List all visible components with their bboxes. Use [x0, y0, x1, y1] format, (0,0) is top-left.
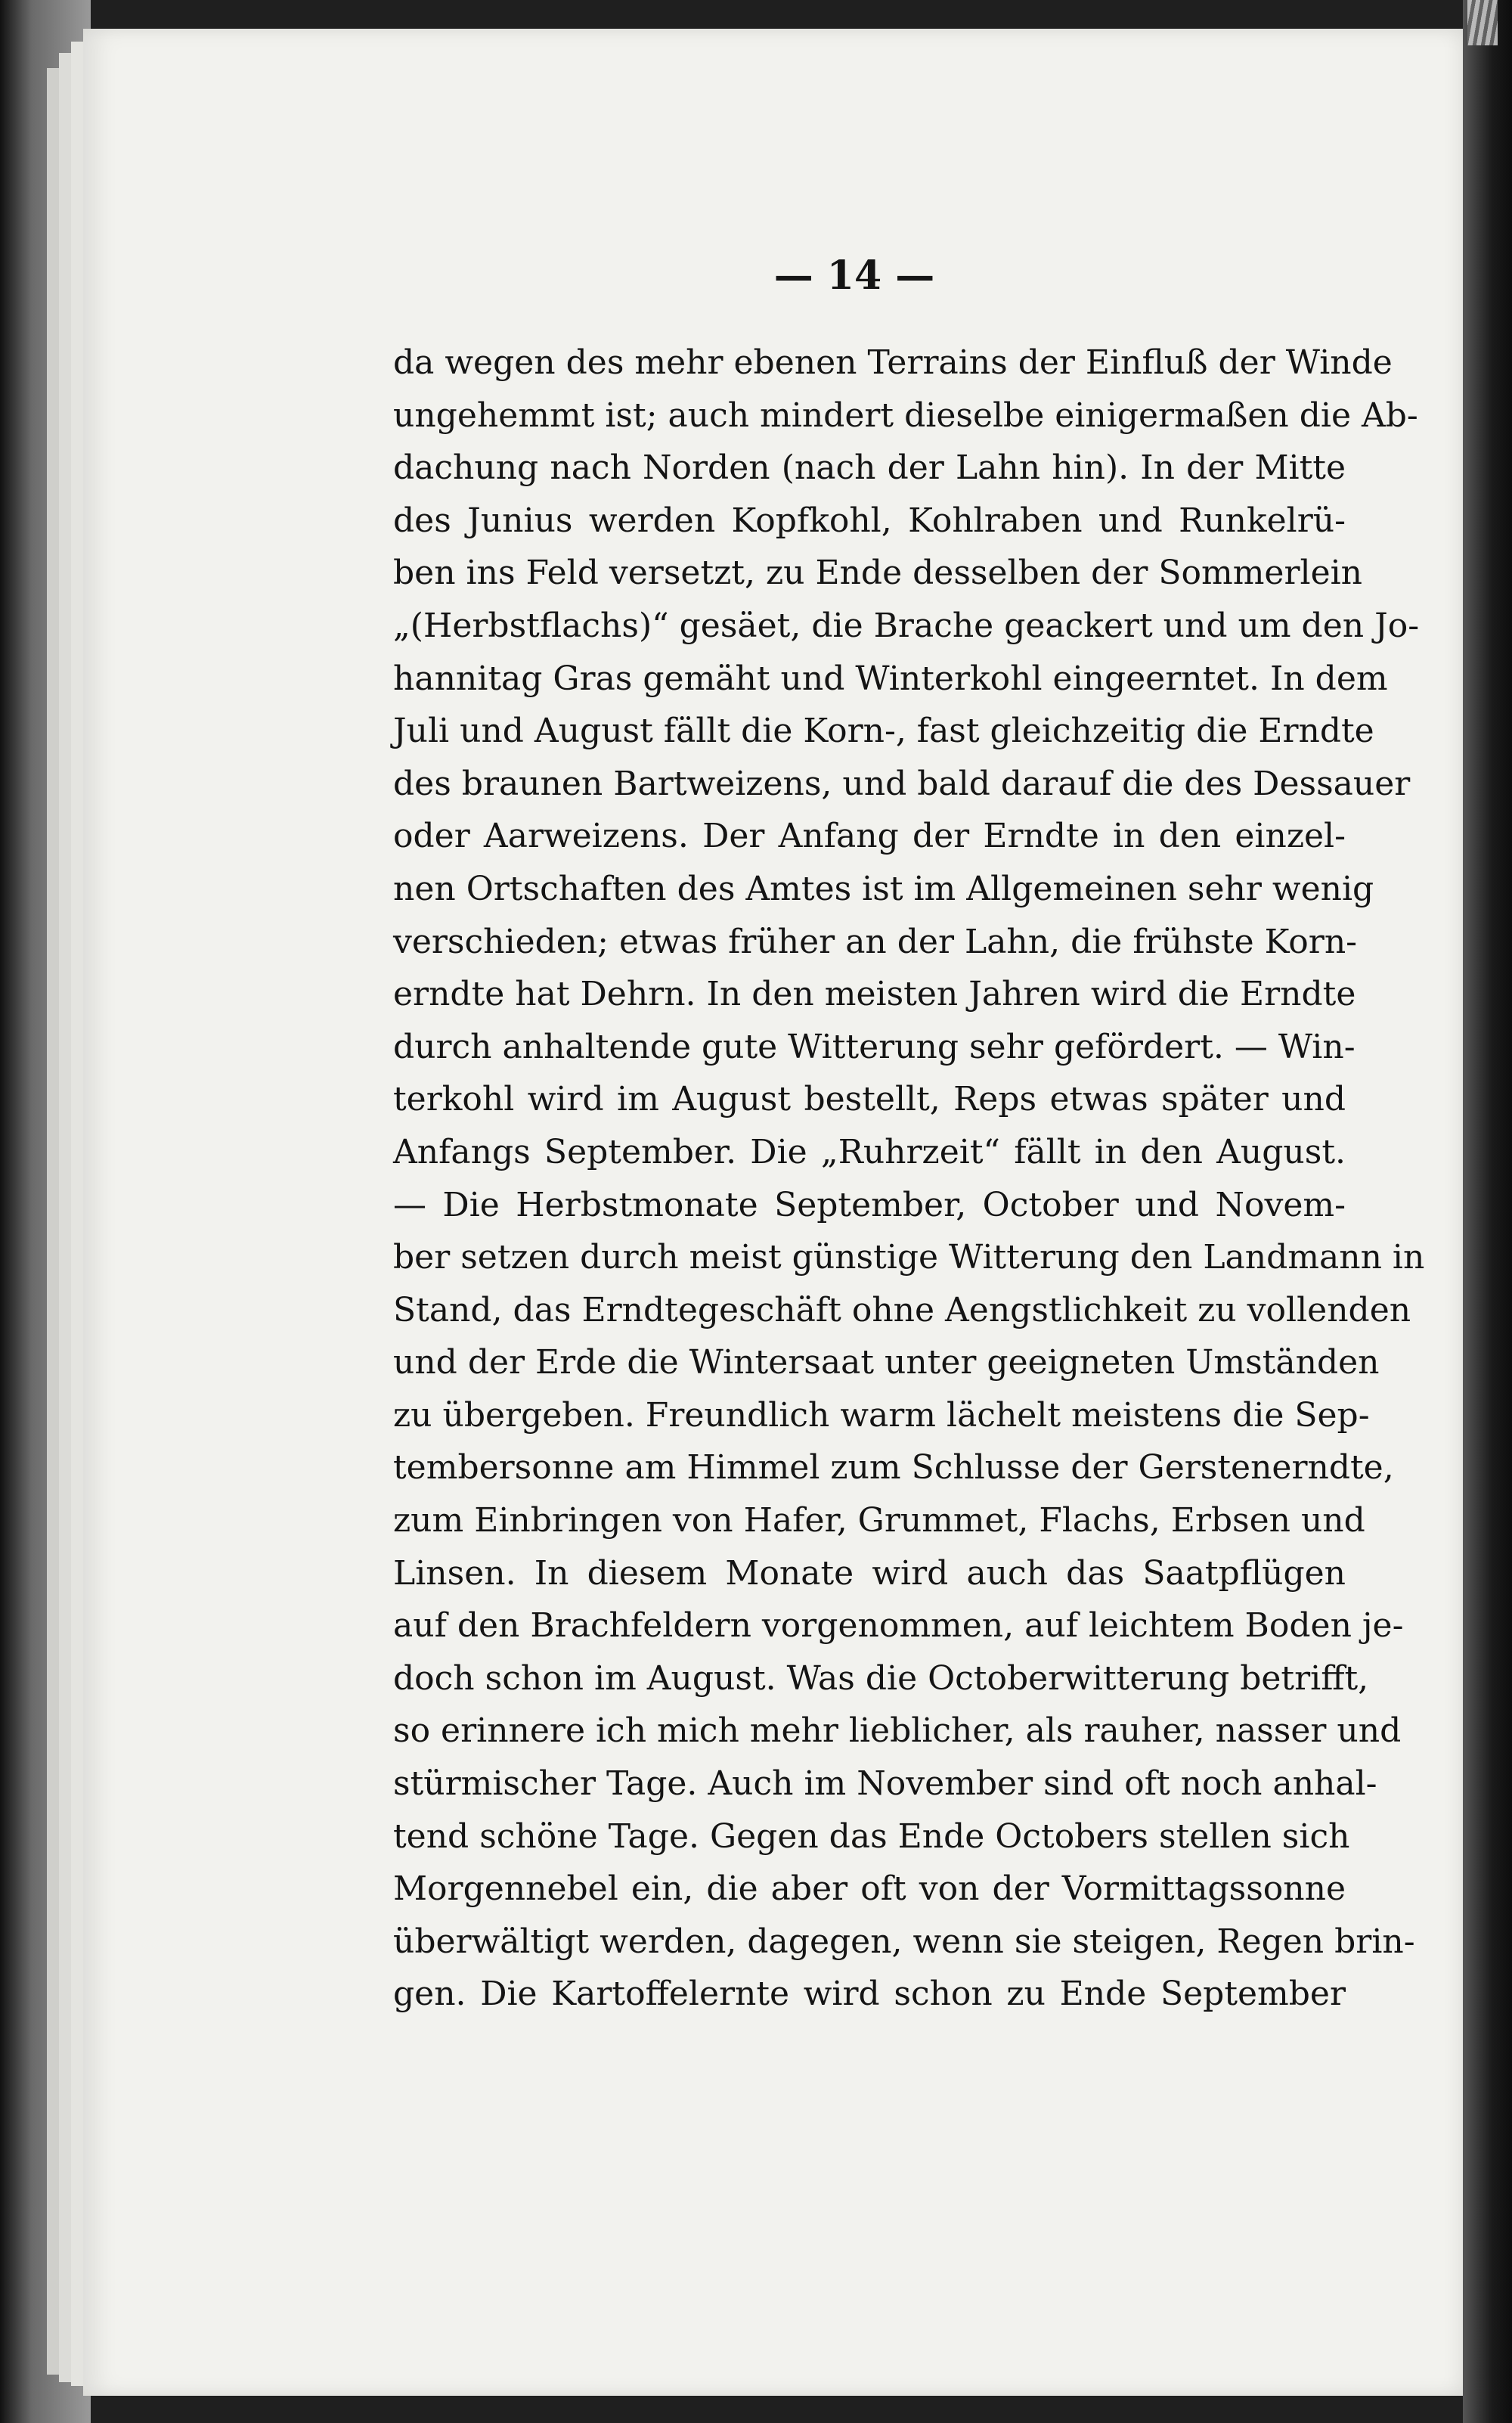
text-line: und der Erde die Wintersaat unter geeigneten Umständen: [393, 1343, 1380, 1382]
binding-shadow: [1463, 0, 1512, 2423]
torn-paper-fragment: [1467, 0, 1498, 45]
text-line: ber setzen durch meist günstige Witterung den Landmann in: [393, 1238, 1425, 1277]
text-line: Linsen. In diesem Monate wird auch das Saatpflügen: [393, 1553, 1346, 1593]
text-line: des braunen Bartweizens, und bald darauf die des Dessauer: [393, 764, 1411, 803]
text-line: Juli und August fällt die Korn-, fast gleichzeitig die Erndte: [393, 712, 1374, 751]
text-line: zum Einbringen von Hafer, Grummet, Flachs, Erbsen und: [393, 1501, 1365, 1540]
text-line: gen. Die Kartoffelernte wird schon zu Ende September: [393, 1975, 1346, 2014]
text-line: — Die Herbstmonate September, October und Novem-: [393, 1185, 1346, 1224]
text-line: „(Herbstflachs)“ gesäet, die Brache geackert und um den Jo-: [393, 606, 1420, 645]
text-line: tembersonne am Himmel zum Schlusse der Gerstenerndte,: [393, 1448, 1394, 1488]
text-line: tend schöne Tage. Gegen das Ende Octobers stellen sich: [393, 1816, 1350, 1856]
text-line: des Junius werden Kopfkohl, Kohlraben und Runkelrü-: [393, 501, 1346, 540]
text-line: oder Aarweizens. Der Anfang der Erndte in den einzel-: [393, 817, 1346, 856]
text-line: durch anhaltende gute Witterung sehr gefördert. — Win-: [393, 1027, 1356, 1066]
text-line: Stand, das Erndtegeschäft ohne Aengstlichkeit zu vollenden: [393, 1290, 1411, 1329]
text-line: zu übergeben. Freundlich warm lächelt meistens die Sep-: [393, 1395, 1370, 1435]
page-number: — 14 —: [773, 253, 935, 299]
text-line: auf den Brachfeldern vorgenommen, auf leichtem Boden je-: [393, 1606, 1404, 1646]
text-line: überwältigt werden, dagegen, wenn sie steigen, Regen brin-: [393, 1922, 1415, 1961]
text-line: ben ins Feld versetzt, zu Ende desselben der Sommerlein: [393, 554, 1363, 593]
text-line: verschieden; etwas früher an der Lahn, die frühste Korn-: [393, 922, 1358, 961]
text-line: erndte hat Dehrn. In den meisten Jahren wird die Erndte: [393, 975, 1356, 1014]
text-line: terkohl wird im August bestellt, Reps etwas später und: [393, 1080, 1346, 1119]
text-line: Morgennebel ein, die aber oft von der Vormittagssonne: [393, 1869, 1346, 1909]
text-line: nen Ortschaften des Amtes ist im Allgemeinen sehr wenig: [393, 869, 1374, 908]
text-line: da wegen des mehr ebenen Terrains der Einfluß der Winde: [393, 343, 1393, 382]
text-line: hannitag Gras gemäht und Winterkohl eingeerntet. In dem: [393, 659, 1388, 698]
text-line: doch schon im August. Was die Octoberwitterung betrifft,: [393, 1658, 1369, 1698]
text-line: Anfangs September. Die „Ruhrzeit“ fällt in den August.: [393, 1132, 1346, 1171]
text-line: so erinnere ich mich mehr lieblicher, als rauher, nasser und: [393, 1711, 1402, 1751]
text-line: dachung nach Norden (nach der Lahn hin). In der Mitte: [393, 448, 1346, 488]
text-line: stürmischer Tage. Auch im November sind oft noch anhal-: [393, 1764, 1377, 1804]
body-text: [393, 337, 1425, 2021]
text-line: ungehemmt ist; auch mindert dieselbe einigermaßen die Ab-: [393, 396, 1418, 435]
